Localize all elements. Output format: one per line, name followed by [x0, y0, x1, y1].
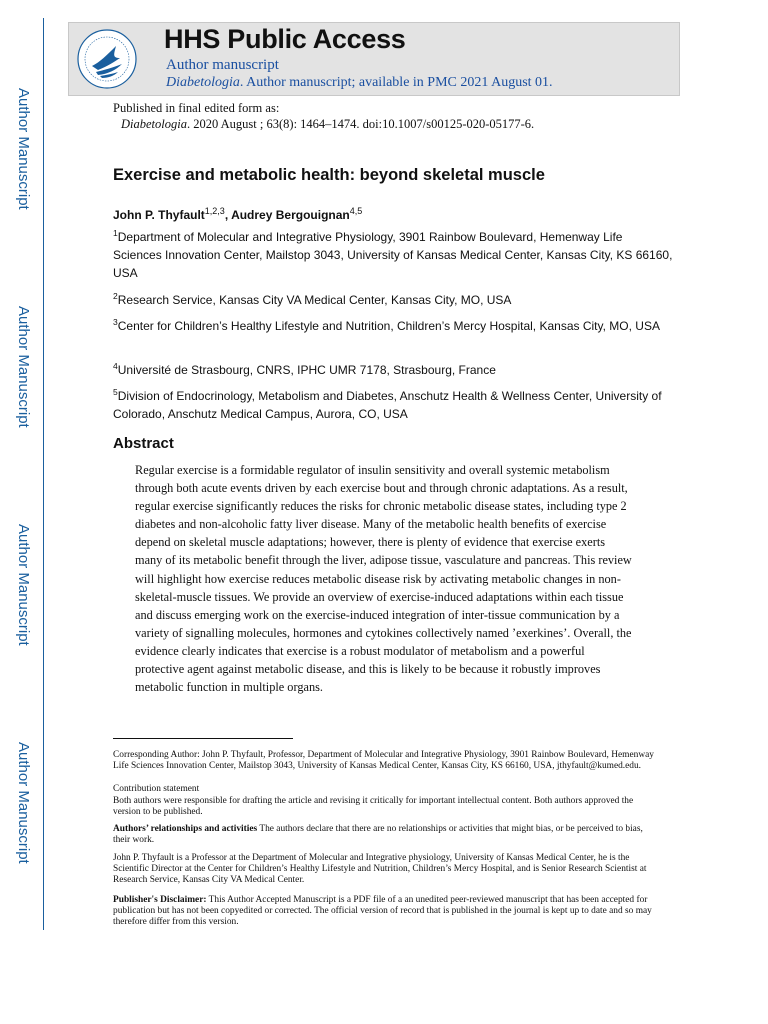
author-manuscript-subtitle: Author manuscript [166, 57, 279, 73]
contribution-statement: Both authors were responsible for drafting the article and revising it critically for important intellectual content. Both authors approved the version to be published. [113, 796, 634, 818]
affiliation-number: 3 [113, 317, 118, 327]
affiliation-text: Division of Endocrinology, Metabolism and Diabetes, Anschutz Health & Wellness Center, University of Colorado, Anschutz Medical Campus, Aurora, CO, USA [113, 389, 662, 421]
author-separator: , [224, 208, 232, 222]
affiliation-number: 2 [113, 291, 118, 301]
relationships-note [113, 824, 661, 846]
affiliation-text: Department of Molecular and Integrative Physiology, 3901 Rainbow Boulevard, Hemenway Life Sciences Innovation Center, Mailstop 3043, University of Kansas Medical Center, Kansas City, KS 66160, USA [113, 230, 673, 280]
relationships-label: Authors’ relationships and activities [113, 824, 258, 834]
citation-details[interactable]: . 2020 August ; 63(8): 1464–1474. doi:10.1007/s00125-020-05177-6. [186, 117, 535, 131]
author-name: Audrey Bergouignan [231, 208, 350, 222]
author-name: John P. Thyfault [113, 208, 205, 222]
affiliation [113, 287, 673, 309]
abstract-heading: Abstract [113, 435, 174, 452]
contribution-label: Contribution statement [113, 784, 200, 794]
abstract-body: Regular exercise is a formidable regulator of insulin sensitivity and overall systemic metabolism through both acute events driven by each exercise bout and through chronic adaptations. As a result, regular exercise significantly reduces the risks for chronic metabolic disease states, including type 2 diabetes and non-alcoholic fatty liver disease. Many of the metabolic health benefits of exercise depend on skeletal muscle adaptations; however, there is plenty of evidence that exercise exerts many of its metabolic benefit through the liver, adipose tissue, vasculature and pancreas. This review will highlight how exercise reduces metabolic disease risk by activating metabolic changes in non-skeletal-muscle tissues. We provide an overview of exercise-induced adaptations within each tissue and discuss emerging work on the exercise-induced integration of inter-tissue communication by a variety of signalling molecules, hormones and cytokines collectively named ’exerkines’. Overall, the evidence clearly indicates that exercise is a robust modulator of metabolism and a powerful protective agent against metabolic disease, and this is likely to be because it robustly improves metabolic function in multiple organs. [135, 463, 632, 695]
journal-availability [166, 75, 553, 91]
hhs-eagle-logo-icon [76, 28, 138, 90]
hhs-public-access-title: HHS Public Access [164, 24, 406, 54]
affiliation [113, 357, 673, 379]
citation-journal: Diabetologia [121, 117, 187, 131]
citation-line [113, 116, 534, 132]
side-rail [43, 18, 44, 930]
author-list [113, 206, 362, 222]
affiliation [113, 383, 673, 423]
article-title: Exercise and metabolic health: beyond skeletal muscle [113, 166, 545, 184]
disclaimer-label: Publisher's Disclaimer: [113, 895, 207, 905]
journal-name: Diabetologia [166, 75, 240, 90]
affiliation-number: 4 [113, 361, 118, 371]
affiliation-number: 5 [113, 387, 118, 397]
affiliation [113, 313, 673, 335]
footnote-divider [113, 738, 293, 739]
disclaimer-text: This Author Accepted Manuscript is a PDF file of a an unedited peer-reviewed manuscript that has been accepted for publication but has not been copyedited or corrected. The official version of record that is published in the journal is kept up to date and so may therefore differ from this version. [113, 895, 652, 928]
availability-text: . Author manuscript; available in PMC 2021 August 01. [239, 75, 553, 90]
affiliation-number: 1 [113, 228, 118, 238]
author-affiliation-marker: 4,5 [349, 206, 363, 216]
relationships-text: The authors declare that there are no relationships or activities that might bias, or be perceived to bias, their work. [113, 824, 643, 846]
affiliation-text: Research Service, Kansas City VA Medical Center, Kansas City, MO, USA [117, 293, 512, 307]
author-bio-note: John P. Thyfault is a Professor at the Department of Molecular and Integrative physiology, University of Kansas Medical Center, he is the Scientific Director at the Center for Children’s Healthy Lifestyle and Nutrition, Children’s Mercy Hospital, and is Senior Research Scientist at Research Service, Kansas City VA Medical Center. [113, 853, 647, 886]
publisher-disclaimer [113, 895, 661, 929]
affiliation-text: Université de Strasbourg, CNRS, IPHC UMR 7178, Strasbourg, France [117, 363, 496, 377]
affiliation-text: Center for Children’s Healthy Lifestyle and Nutrition, Children’s Mercy Hospital, Kansas City, MO, USA [117, 319, 660, 333]
corresponding-author-note: Corresponding Author: John P. Thyfault, Professor, Department of Molecular and Integrative Physiology, 3901 Rainbow Boulevard, Hemenway Life Sciences Innovation Center, Mailstop 3043, University of Kansas Medical Center, Kansas City, KS 66160, USA, jthyfault@kumed.edu. [113, 750, 654, 772]
affiliation [113, 224, 673, 282]
author-affiliation-marker: 1,2,3 [204, 206, 225, 216]
published-citation [113, 100, 534, 132]
published-label: Published in final edited form as: [113, 101, 280, 115]
